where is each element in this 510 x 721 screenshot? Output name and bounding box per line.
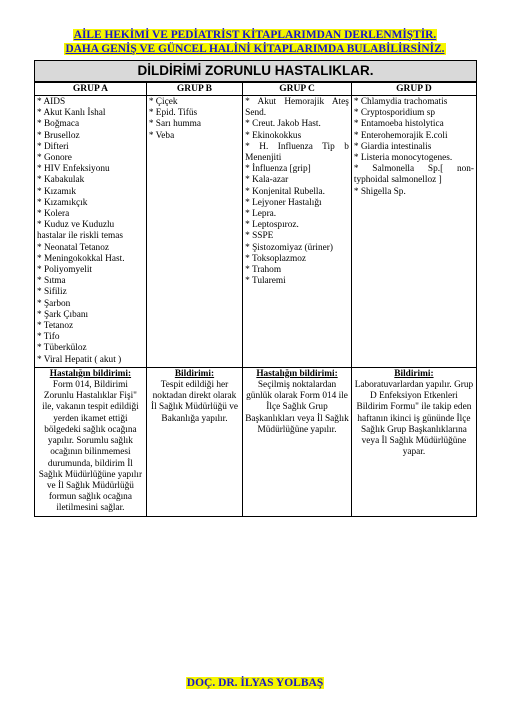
disease-list-item: * Shigella Sp. — [353, 186, 406, 197]
disease-list-item: * Listeria monocytogenes. — [353, 153, 453, 164]
disease-list-item: * Difteri — [37, 141, 69, 152]
disease-list-item: * Şark Çıbanı — [37, 309, 89, 320]
group-c-notification — [243, 367, 352, 516]
disease-list-item: * Lepra. — [245, 209, 277, 220]
disease-list-item: * SSPE — [245, 231, 274, 242]
disease-list-item: * Lejyoner Hastalığı — [245, 197, 322, 208]
disease-list-item: * Viral Hepatit ( akut ) — [37, 354, 122, 365]
disease-list-item: * Kızamıkçık — [37, 197, 88, 208]
disease-list-item: * Cryptosporidium sp — [353, 108, 435, 119]
group-a-list — [35, 96, 147, 368]
notification-text: Tespit edildiği her noktadan direkt olarak İl Sağlık Müdürlüğü ve Bakanlığa yapılır. — [150, 380, 238, 424]
disease-groups-table — [34, 82, 477, 517]
group-b-notification — [146, 367, 242, 516]
notification-title: Hastalığın bildirimi: — [256, 368, 338, 379]
group-d-header: GRUP D — [351, 83, 476, 96]
notification-title: Hastalığın bildirimi: — [49, 368, 132, 379]
disease-list-item: * Kabakulak — [37, 175, 85, 186]
page-header — [0, 28, 510, 56]
disease-list-item: * İnfluenza [grip] — [245, 164, 311, 175]
disease-list-item: * Boğmaca — [37, 119, 80, 130]
group-a-header: GRUP A — [35, 83, 147, 96]
disease-list-item: * Şarbon — [37, 298, 71, 309]
page-title: DİLDİRİMİ ZORUNLU HASTALIKLAR. — [34, 60, 477, 82]
disease-list-item: * Kızamık — [37, 186, 76, 197]
disease-list-item: * HIV Enfeksiyonu — [37, 164, 110, 175]
disease-list-item: * Tifo — [37, 332, 60, 343]
disease-list-item: * H. Influenza Tip b Menenjiti — [245, 141, 349, 164]
disease-list-item: * Kala-azar — [245, 175, 289, 186]
disease-list-item: * Kuduz ve Kuduzlu hastalar ile riskli temas — [37, 220, 123, 242]
header-line-1: AİLE HEKİMİ VE PEDİATRİST KİTAPLARIMDAN DERLENMİŞTİR. — [73, 29, 437, 41]
disease-list-item: * Konjenital Rubella. — [245, 186, 325, 197]
disease-list-item: * AIDS — [37, 97, 66, 107]
disease-list-item: * Sifiliz — [37, 287, 67, 298]
disease-list-item: * Enterohemorajik E.coli — [353, 130, 448, 141]
disease-list-item: * Leptospıroz. — [245, 220, 299, 231]
group-a-notification — [35, 367, 147, 516]
disease-list-item: * Çiçek — [148, 97, 178, 107]
disease-list-item: * Akut Kanlı İshal — [37, 108, 106, 119]
disease-list-item: * Entamoeba histolytica — [353, 119, 444, 130]
notification-row — [35, 367, 477, 516]
disease-list-item: * Sarı humma — [148, 119, 201, 130]
disease-list-item: * Chlamydia trachomatis — [353, 97, 448, 107]
notification-title: Bildirimi: — [394, 368, 434, 379]
disease-list-item: * Creut. Jakob Hast. — [245, 119, 321, 130]
disease-list-item: * Tetanoz — [37, 321, 74, 332]
notification-title: Bildirimi: — [174, 368, 215, 379]
group-c-list — [243, 96, 352, 368]
disease-list-item: * Sıtma — [37, 276, 66, 287]
disease-list-item: * Gonore — [37, 153, 72, 164]
disease-list-item: * Tüberküloz — [37, 343, 87, 354]
disease-list-item: * Salmonella Sp.[ non-typhoidal salmonelloz ] — [353, 164, 474, 186]
disease-list-item: * Ekinokokkus — [245, 130, 302, 141]
author-footer: DOÇ. DR. İLYAS YOLBAŞ — [186, 677, 324, 689]
group-b-list — [146, 96, 242, 368]
disease-list-item: * Bruselloz — [37, 130, 80, 141]
table-header-row — [35, 83, 477, 96]
disease-list-item: * Şistozomiyaz (üriner) — [245, 242, 333, 253]
group-d-notification — [351, 367, 476, 516]
disease-list-item: * Kolera — [37, 209, 70, 220]
disease-list-item: * Epid. Tifüs — [148, 108, 198, 119]
disease-list-item: * Trahom — [245, 265, 282, 276]
disease-list-item: * Giardia intestinalis — [353, 141, 432, 152]
disease-list-item: * Poliyomyelit — [37, 265, 93, 276]
disease-list-item: * Toksoplazmoz — [245, 253, 307, 264]
header-line-2: DAHA GENİŞ VE GÜNCEL HALİNİ KİTAPLARIMDA BULABİLİRSİNİZ. — [65, 43, 445, 55]
group-d-list — [351, 96, 476, 368]
notification-text: Form 014, Bildirimi Zorunlu Hastalıklar Fişi" ile, vakanın tespit edildiği yerden ikamet ettiği bölgedeki sağlık ocağına yapılır. Sorumlu sağlık ocağının bilinmemesi durumunda, bildirim İl Sağlık Müdürlüğüne yapılır ve İl Sağlık Müdürlüğü formun sağlık ocağına iletilmesini sağlar. — [38, 380, 143, 514]
disease-list-item: * Akut Hemorajik Ateş Send. — [245, 97, 349, 119]
notification-text: Laboratuvarlardan yapılır. Grup D Enfeksiyon Etkenleri Bildirim Formu" ile takip eden haftanın ikinci iş gününde İlçe Sağlık Grup Başkanlıklarına veya İl Sağlık Müdürlüğüne yapar. — [354, 380, 474, 458]
notification-text: Seçilmiş noktalardan günlük olarak Form 014 ile İlçe Sağlık Grup Başkanlıkları veya İl Sağlık Müdürlüğüne yapılır. — [245, 380, 349, 435]
group-c-header: GRUP C — [243, 83, 352, 96]
disease-list-item: * Meningokokkal Hast. — [37, 253, 125, 264]
group-b-header: GRUP B — [146, 83, 242, 96]
disease-list-item: * Neonatal Tetanoz — [37, 242, 109, 253]
disease-list-row — [35, 96, 477, 368]
disease-list-item: * Veba — [148, 130, 175, 141]
disease-list-item: * Tularemi — [245, 276, 286, 287]
